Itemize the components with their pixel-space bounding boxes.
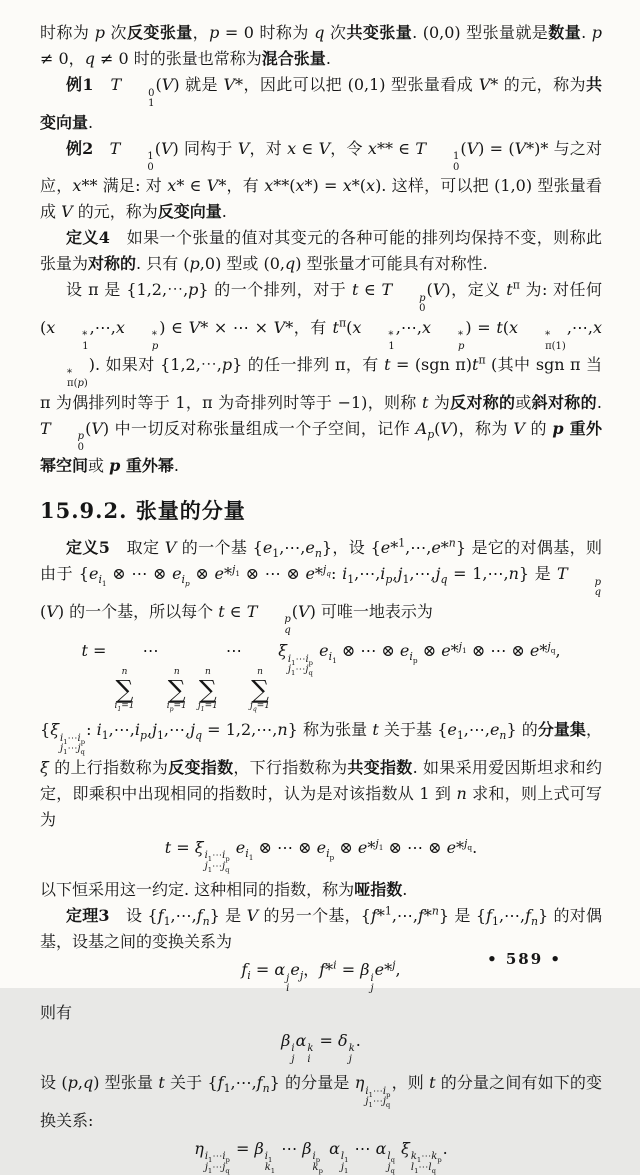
paragraph: 设 (p,q) 型张量 t 关于 $\{f_1,\cdots,f_n\}$ 的分量是 η $i_1\cdots i_p$ $j_1\cdots j_q$ ，则 t 的分量之间有如下的变换关系: xyxy=(40,1073,602,1130)
page-content xyxy=(40,20,602,1173)
display-formula: t = ξ $i_1\cdots i_p$ $j_1\cdots j_q$ $e_{i_1}$ ⊗ ⋯ ⊗ $e_{i_p}$ ⊗ e*$^{j_1}$ ⊗ ⋯ ⊗ e*$^{j_q}$. xyxy=(164,836,478,874)
paragraph: 定理3 设 $\{f_1,\cdots,f_n\}$ 是 V 的另一个基，{f*$^1$,⋯,f*$^n$} 是 $\{f_1,\cdots,f_n\}$ 的对偶基，设基之间的变换关系为 xyxy=(40,905,602,952)
paragraph: 时称为 p 次反变张量，p = 0 时称为 q 次共变张量. (0,0) 型张量就是数量. p ≠ 0，q ≠ 0 时的张量也常称为混合张量. xyxy=(40,23,602,68)
paragraph: 定义5 取定 V 的一个基 $\{e_1,\cdots,e_n\}$，设 {e*$^1$,⋯,e*$^n$} 是它的对偶基，则由于 {$e_{i_1}$ ⊗ ⋯ ⊗ $e_{i_p}$ ⊗ e*$^{j_1}$ ⊗ ⋯ ⊗ e*$^{j_q}$: $i_1,\cdots,i_p,j_1,\cdots,j_q$ = 1,⋯,n} 是 T p q (V) 的一个基，所以每个 t ∈ T p q (V) 可唯一地表示为 xyxy=(40,536,602,636)
paragraph: {ξ $i_1\cdots i_p$ $j_1\cdots j_q$ : $i_1,\cdots,i_p,j_1,\cdots,j_q$ = 1,2,⋯,n} 称为张量 t 关于基 $\{e_1,\cdots,e_n\}$ 的分量集，ξ 的上行指数称为反变指数，下行指数称为共变指数. 如果采用爱因斯坦求和约定，即乘积中出现相同的指数时，认为是对该指数从 1 到 n 求和，则上式可写为 xyxy=(40,720,602,829)
display-formula: t = n ∑ $i_1=1$ ⋯ n ∑ $i_p=1$ n ∑ $j_1=1$ ⋯ n ∑ $j_q=1$ ξ $i_1\cdots i_p$ $j_1\cdots j_q$ $e_{i_1}$ ⊗ ⋯ ⊗ $e_{i_p}$ ⊗ e*$^{j_1}$ ⊗ ⋯ ⊗ e*$^{j_q}$, xyxy=(81,639,561,714)
paragraph: 例2 T 1 0 (V) 同构于 V，对 x ∈ V，令 x** ∈ T 1 0 (V) = (V*)* 与之对应，x** 满足: 对 x* ∈ V*，有 x**(x*) = x*(x). 这样，可以把 (1,0) 型张量看成 V 的元，称为反变向量. xyxy=(40,138,603,221)
page-number: • 589 • xyxy=(487,950,562,968)
display-formula: η $i_1\cdots i_p$ $j_1\cdots j_q$ = β $i_1$ $k_1$ ⋯ β $i_p$ $k_p$ α $l_1$ $j_1$ ⋯ α $l_q$ $j_q$ ξ $k_1\cdots k_p$ $l_1\cdots l_q$ . xyxy=(194,1138,448,1175)
paragraph: 以下恒采用这一约定. 这种相同的指数，称为哑指数. xyxy=(40,880,408,900)
display-formula: $f_i = \alpha$ j i $e_j$，f*$^i$ = β i j e*$^j$, xyxy=(241,959,401,995)
paragraph: 定义4 如果一个张量的值对其变元的各种可能的排列均保持不变，则称此张量为对称的. 只有 (p,0) 型或 (0,q) 型张量才可能具有对称性. xyxy=(40,228,602,273)
section-heading: 15.9.2. 张量的分量 xyxy=(40,498,246,523)
paragraph: 设 π 是 {1,2,⋯,p} 的一个排列，对于 t ∈ T p 0 (V)，定义 $t^\pi$ 为: 对任何 (x * 1 ,⋯,x * p ) ∈ V* × ⋯ × V*，有 $t^\pi(x$ * 1 ,⋯,x * p ) = t(x * π(1) ,⋯,x * π(p) ). 如果对 {1,2,⋯,p} 的任一排列 π，有 t = (sgn $\pi)t^\pi$ (其中 sgn π 当 π 为偶排列时等于 1，π 为奇排列时等于 −1)，则称 t 为反对称的或斜对称的. T p 0 (V) 中一切反对称张量组成一个子空间，记作 $A_p(V)$，称为 V 的 p 重外幂空间或 p 重外幂. xyxy=(40,278,603,475)
paragraph: 例1 T 0 1 (V) 就是 V*，因此可以把 (0,1) 型张量看成 V* 的元，称为共变向量. xyxy=(40,75,602,132)
paragraph: 则有 xyxy=(40,1002,73,1022)
display-formula: β i j α k i = δ k j . xyxy=(281,1030,361,1065)
